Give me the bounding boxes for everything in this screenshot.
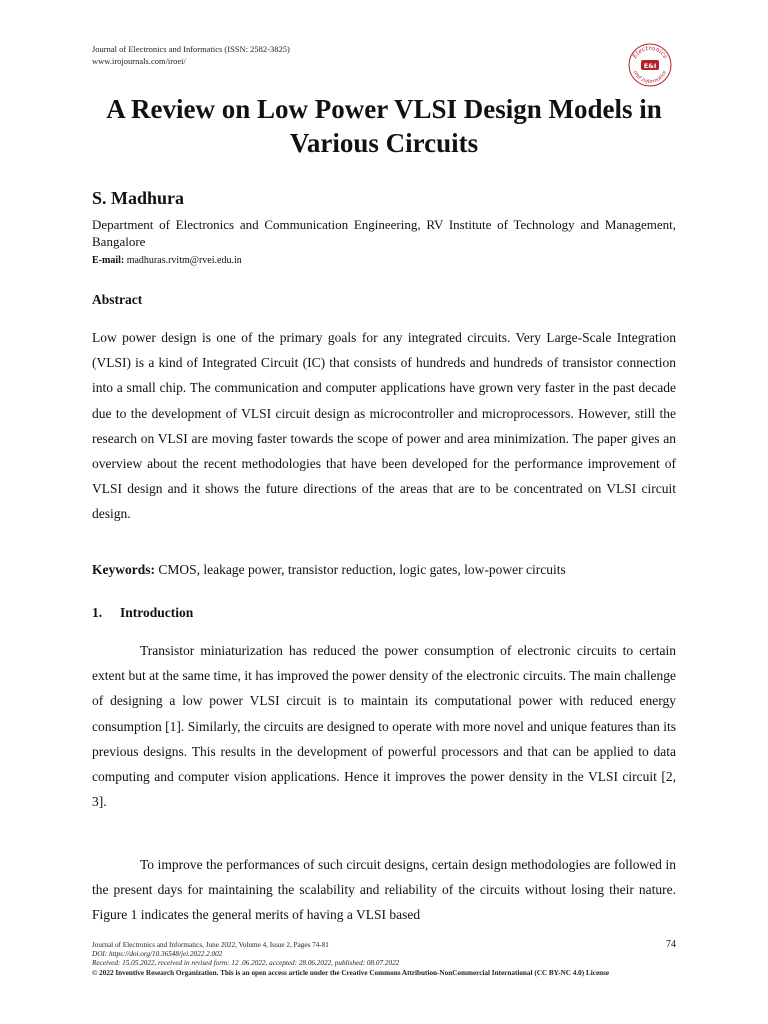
journal-logo-emblem [627, 42, 673, 88]
email-label: E-mail: [92, 255, 125, 266]
abstract-text: Low power design is one of the primary goals for any integrated circuits. Very Large-Scale Integration (VLSI) is a kind of Integrated Circuit (IC) that consists of hundreds and hundreds of transistor connection into a small chip. The communication and computer applications have grown very faster in the past decade due to the development of VLSI circuit design as microcontroller and microprocessors. However, still the research on VLSI are moving faster towards the scope of power and area minimization. The paper gives an overview about the recent methodologies that have been developed for the performance improvement of VLSI design and it shows the future directions of the areas that are to be concentrated on VLSI circuit design. [92, 330, 676, 522]
journal-name: Journal of Electronics and Informatics (ISSN: 2582-3825) [92, 44, 290, 54]
journal-header [92, 43, 290, 67]
logo-center-text: E&I [643, 62, 657, 70]
page-number: 74 [666, 939, 676, 950]
section-title: Introduction [120, 605, 194, 620]
footer-license: © 2022 Inventive Research Organization. This is an open access article under the Creative Commons Attribution-NonCommercial International (CC BY-NC 4.0) License [92, 968, 610, 977]
logo-top-text: Electronics [631, 44, 669, 61]
keywords [92, 562, 676, 578]
introduction-heading [92, 605, 193, 621]
section-number: 1. [92, 605, 103, 620]
footer-dates: Received: 15.05.2022, received in revised form: 12 .06.2022, accepted: 28.06.2022, published: 08.07.2022 [92, 959, 400, 968]
author-name: S. Madhura [92, 188, 185, 208]
footer-citation: Journal of Electronics and Informatics, June 2022, Volume 4, Issue 2, Pages 74-81 [92, 941, 329, 949]
page-footer [92, 941, 676, 978]
abstract-heading: Abstract [92, 292, 143, 307]
author-email [92, 255, 242, 266]
journal-logo [627, 42, 673, 88]
logo-bottom-text: and Informatics [632, 69, 668, 86]
intro-paragraph-1: Transistor miniaturization has reduced the power consumption of electronic circuits to certain extent but at the same time, it has improved the power density of the electronic circuits. The main challenge of designing a low power VLSI circuit is to maintain its computational power with reduced energy consumption [1]. Similarly, the circuits are designed to operate with more novel and unique features than its previous designs. This results in the development of powerful processors and that can be applied to data computing and computer vision applications. Hence it improves the power density in the VLSI circuit [2, 3]. [92, 643, 676, 810]
author-affiliation: Department of Electronics and Communication Engineering, RV Institute of Technology and Management, Bangalore [92, 217, 676, 249]
keywords-list: CMOS, leakage power, transistor reduction, logic gates, low-power circuits [158, 562, 566, 577]
intro-paragraph-2: To improve the performances of such circuit designs, certain design methodologies are followed in the present days for maintaining the scalability and reliability of the circuits without losing their nature. Figure 1 indicates the general merits of having a VLSI based [92, 857, 676, 923]
paper-title: A Review on Low Power VLSI Design Models in Various Circuits [106, 94, 662, 158]
email-address[interactable]: madhuras.rvitm@rvei.edu.in [126, 255, 242, 266]
journal-url[interactable]: www.irojournals.com/iroei/ [92, 56, 186, 66]
footer-doi[interactable]: DOI: https://doi.org/10.36548/jei.2022.2.002 [92, 950, 223, 959]
keywords-label: Keywords: [92, 562, 155, 577]
